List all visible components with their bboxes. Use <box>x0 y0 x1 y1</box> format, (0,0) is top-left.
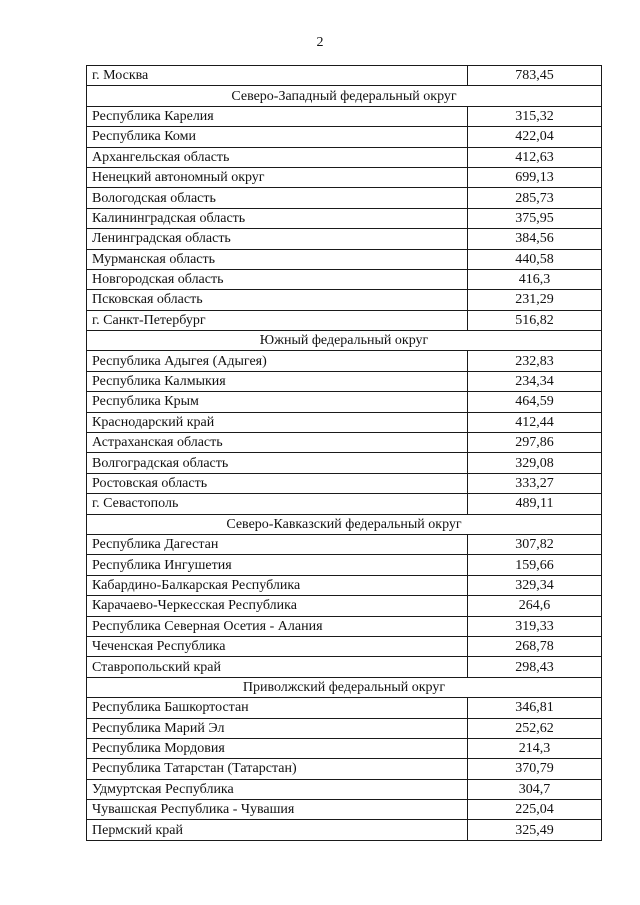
region-value-cell: 440,58 <box>468 249 602 269</box>
table-row <box>87 494 602 514</box>
region-value-cell: 234,34 <box>468 371 602 391</box>
region-value-cell: 232,83 <box>468 351 602 371</box>
table-row <box>87 433 602 453</box>
region-name-cell: Республика Башкортостан <box>87 698 468 718</box>
region-name-cell: Республика Северная Осетия - Алания <box>87 616 468 636</box>
table-row <box>87 473 602 493</box>
region-value-cell: 315,32 <box>468 106 602 126</box>
region-name-cell: Астраханская область <box>87 433 468 453</box>
region-name-cell: Удмуртская Республика <box>87 779 468 799</box>
region-name-cell: Республика Ингушетия <box>87 555 468 575</box>
region-value-cell: 329,34 <box>468 575 602 595</box>
section-title: Южный федеральный округ <box>87 331 602 351</box>
region-name-cell: Ростовская область <box>87 473 468 493</box>
region-value-cell: 370,79 <box>468 759 602 779</box>
region-value-cell: 783,45 <box>468 66 602 86</box>
section-header-row <box>87 86 602 106</box>
region-name-cell: Калининградская область <box>87 208 468 228</box>
region-name-cell: Архангельская область <box>87 147 468 167</box>
section-header-row <box>87 331 602 351</box>
region-value-cell: 346,81 <box>468 698 602 718</box>
region-value-cell: 307,82 <box>468 534 602 554</box>
region-value-cell: 333,27 <box>468 473 602 493</box>
table-row <box>87 310 602 330</box>
region-value-cell: 264,6 <box>468 596 602 616</box>
table-row <box>87 208 602 228</box>
region-name-cell: Пермский край <box>87 820 468 840</box>
region-value-cell: 319,33 <box>468 616 602 636</box>
table-row <box>87 269 602 289</box>
region-value-cell: 225,04 <box>468 800 602 820</box>
region-name-cell: Чувашская Республика - Чувашия <box>87 800 468 820</box>
region-name-cell: г. Москва <box>87 66 468 86</box>
region-value-cell: 159,66 <box>468 555 602 575</box>
table-row <box>87 147 602 167</box>
table-row <box>87 759 602 779</box>
region-value-cell: 412,63 <box>468 147 602 167</box>
region-name-cell: Республика Калмыкия <box>87 371 468 391</box>
table-row <box>87 636 602 656</box>
region-name-cell: Республика Дагестан <box>87 534 468 554</box>
region-value-cell: 416,3 <box>468 269 602 289</box>
region-name-cell: Республика Коми <box>87 127 468 147</box>
region-name-cell: Республика Татарстан (Татарстан) <box>87 759 468 779</box>
region-value-cell: 412,44 <box>468 412 602 432</box>
table-row <box>87 534 602 554</box>
region-value-cell: 325,49 <box>468 820 602 840</box>
region-name-cell: Республика Марий Эл <box>87 718 468 738</box>
region-value-cell: 464,59 <box>468 392 602 412</box>
region-value-cell: 285,73 <box>468 188 602 208</box>
region-value-cell: 297,86 <box>468 433 602 453</box>
region-name-cell: Вологодская область <box>87 188 468 208</box>
table-row <box>87 392 602 412</box>
region-name-cell: Республика Адыгея (Адыгея) <box>87 351 468 371</box>
region-name-cell: Псковская область <box>87 290 468 310</box>
table-row <box>87 290 602 310</box>
section-title: Северо-Кавказский федеральный округ <box>87 514 602 534</box>
region-name-cell: Ленинградская область <box>87 229 468 249</box>
region-name-cell: Ставропольский край <box>87 657 468 677</box>
section-title: Приволжский федеральный округ <box>87 677 602 697</box>
table-row <box>87 738 602 758</box>
region-value-cell: 422,04 <box>468 127 602 147</box>
region-name-cell: Кабардино-Балкарская Республика <box>87 575 468 595</box>
region-value-cell: 268,78 <box>468 636 602 656</box>
table-row <box>87 249 602 269</box>
region-value-cell: 231,29 <box>468 290 602 310</box>
table-row <box>87 412 602 432</box>
table-row <box>87 371 602 391</box>
table-row <box>87 718 602 738</box>
region-value-cell: 489,11 <box>468 494 602 514</box>
section-title: Северо-Западный федеральный округ <box>87 86 602 106</box>
table-body <box>87 66 602 841</box>
region-name-cell: Ненецкий автономный округ <box>87 167 468 187</box>
table-row <box>87 351 602 371</box>
table-row <box>87 698 602 718</box>
table-row <box>87 229 602 249</box>
region-value-cell: 384,56 <box>468 229 602 249</box>
table-row <box>87 453 602 473</box>
table-row <box>87 596 602 616</box>
region-name-cell: Карачаево-Черкесская Республика <box>87 596 468 616</box>
region-value-cell: 304,7 <box>468 779 602 799</box>
region-value-cell: 298,43 <box>468 657 602 677</box>
region-value-cell: 214,3 <box>468 738 602 758</box>
region-value-cell: 252,62 <box>468 718 602 738</box>
region-name-cell: Новгородская область <box>87 269 468 289</box>
table-row <box>87 657 602 677</box>
table-row <box>87 127 602 147</box>
region-name-cell: г. Севастополь <box>87 494 468 514</box>
table-row <box>87 800 602 820</box>
section-header-row <box>87 514 602 534</box>
table-row <box>87 555 602 575</box>
table-row <box>87 167 602 187</box>
table-row <box>87 616 602 636</box>
region-value-cell: 516,82 <box>468 310 602 330</box>
region-value-cell: 375,95 <box>468 208 602 228</box>
section-header-row <box>87 677 602 697</box>
table-row <box>87 820 602 840</box>
region-name-cell: Чеченская Республика <box>87 636 468 656</box>
region-name-cell: Республика Крым <box>87 392 468 412</box>
region-name-cell: Волгоградская область <box>87 453 468 473</box>
region-value-cell: 329,08 <box>468 453 602 473</box>
table-row <box>87 106 602 126</box>
region-value-cell: 699,13 <box>468 167 602 187</box>
region-name-cell: Мурманская область <box>87 249 468 269</box>
page-number: 2 <box>316 35 324 50</box>
region-name-cell: Республика Мордовия <box>87 738 468 758</box>
region-name-cell: г. Санкт-Петербург <box>87 310 468 330</box>
region-name-cell: Краснодарский край <box>87 412 468 432</box>
region-values-table <box>86 65 602 841</box>
region-name-cell: Республика Карелия <box>87 106 468 126</box>
table-row <box>87 66 602 86</box>
table-row <box>87 779 602 799</box>
table-row <box>87 188 602 208</box>
table-row <box>87 575 602 595</box>
